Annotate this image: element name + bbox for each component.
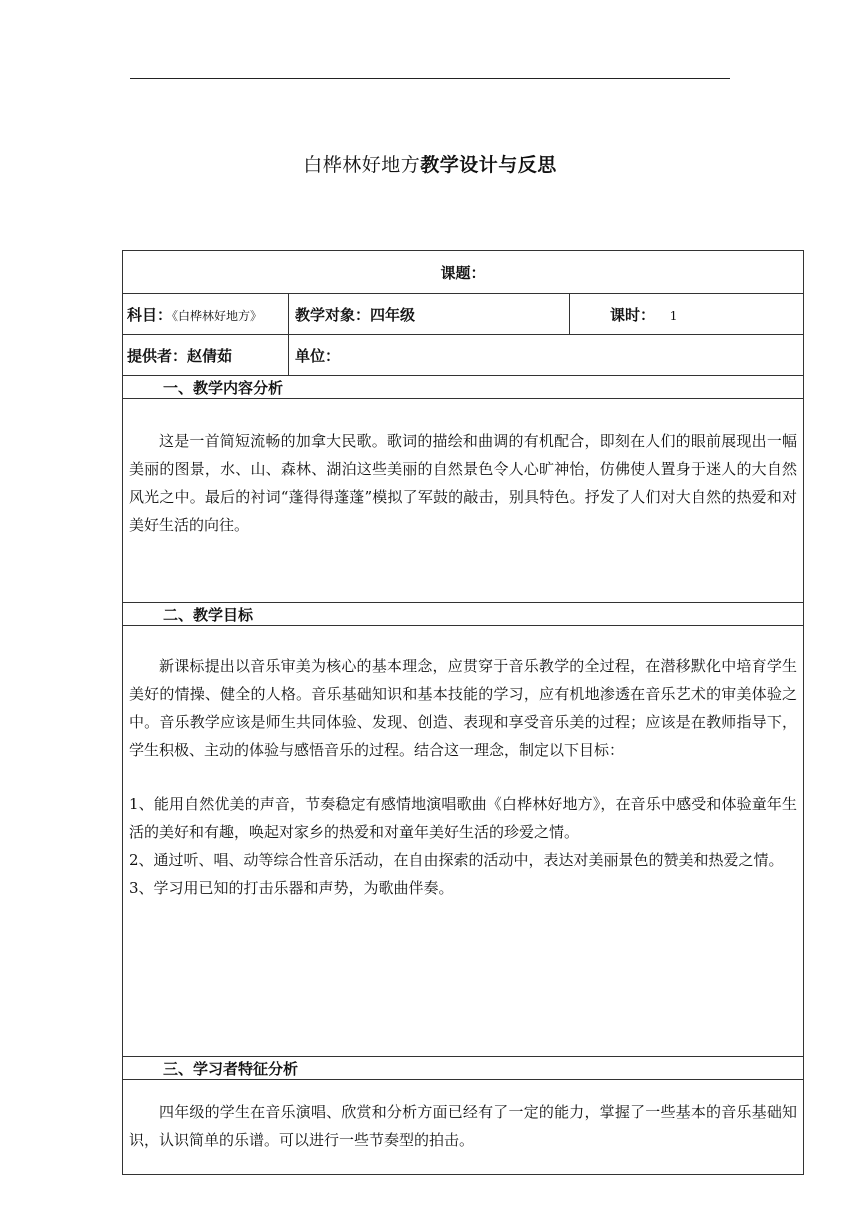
section3-body-row xyxy=(123,1080,804,1175)
periods-label: 课时： xyxy=(610,305,656,324)
section2-intro: 新课标提出以音乐审美为核心的基本理念，应贯穿于音乐教学的全过程，在潜移默化中培育学生美好的情操、健全的人格。音乐基础知识和基本技能的学习，应有机地渗透在音乐艺术的审美体验之中。音乐教学应该是师生共同体验、发现、创造、表现和享受音乐美的过程；应该是在教师指导下，学生积极、主动的体验与感悟音乐的过程。结合这一理念，制定以下目标： xyxy=(129,657,798,759)
provider-label: 提供者：赵倩茹 xyxy=(127,346,233,365)
goal-item: 2、通过听、唱、动等综合性音乐活动，在自由探索的活动中，表达对美丽景色的赞美和热爱之情。 xyxy=(129,851,784,869)
subject-value: 《白桦林好地方》 xyxy=(172,308,263,323)
section2-heading-cell xyxy=(123,603,804,626)
title-song-name: 白桦林好地方 xyxy=(303,154,421,176)
section1-heading: 一、教学内容分析 xyxy=(163,378,284,397)
provider-cell xyxy=(123,335,289,376)
topic-label: 课题： xyxy=(440,263,486,282)
section2-heading-row xyxy=(123,603,804,626)
periods-value: 1 xyxy=(669,308,678,323)
subject-label: 科目： xyxy=(127,305,173,324)
section1-body-cell xyxy=(123,399,804,603)
section1-body-row xyxy=(123,399,804,603)
audience-cell xyxy=(289,294,570,335)
goal-item: 3、学习用已知的打击乐器和声势，为歌曲伴奏。 xyxy=(129,879,454,897)
topic-cell xyxy=(123,251,804,294)
unit-label: 单位： xyxy=(295,346,341,365)
title-suffix: 教学设计与反思 xyxy=(420,154,557,176)
audience-label: 教学对象：四年级 xyxy=(295,305,416,324)
section1-heading-row xyxy=(123,376,804,399)
subject-row xyxy=(123,294,804,335)
section1-text: 这是一首简短流畅的加拿大民歌。歌词的描绘和曲调的有机配合，即刻在人们的眼前展现出一幅美丽的图景，水、山、森林、湖泊这些美丽的自然景色令人心旷神怡，仿佛使人置身于迷人的大自然风光之中。最后的衬词“蓬得得蓬蓬”模拟了军鼓的敲击，别具特色。抒发了人们对大自然的热爱和对美好生活的向往。 xyxy=(129,432,798,534)
document-title xyxy=(0,150,860,177)
section3-heading-cell xyxy=(123,1057,804,1080)
section3-heading-row xyxy=(123,1057,804,1080)
topic-row xyxy=(123,251,804,294)
unit-cell xyxy=(289,335,804,376)
section2-heading: 二、教学目标 xyxy=(163,605,254,624)
header-rule xyxy=(130,78,730,79)
section2-body-cell xyxy=(123,626,804,1057)
section3-body-cell xyxy=(123,1080,804,1175)
section3-text: 四年级的学生在音乐演唱、欣赏和分析方面已经有了一定的能力，掌握了一些基本的音乐基础知识，认识简单的乐谱。可以进行一些节奏型的拍击。 xyxy=(129,1103,798,1149)
section1-heading-cell xyxy=(123,376,804,399)
goal-item: 1、能用自然优美的声音，节奏稳定有感情地演唱歌曲《白桦林好地方》，在音乐中感受和体验童年生活的美好和有趣，唤起对家乡的热爱和对童年美好生活的珍爱之情。 xyxy=(129,795,798,841)
lesson-plan-table xyxy=(122,250,804,1175)
subject-cell xyxy=(123,294,289,335)
periods-cell xyxy=(570,294,804,335)
section3-heading: 三、学习者特征分析 xyxy=(163,1059,299,1078)
section2-body-row xyxy=(123,626,804,1057)
provider-row xyxy=(123,335,804,376)
